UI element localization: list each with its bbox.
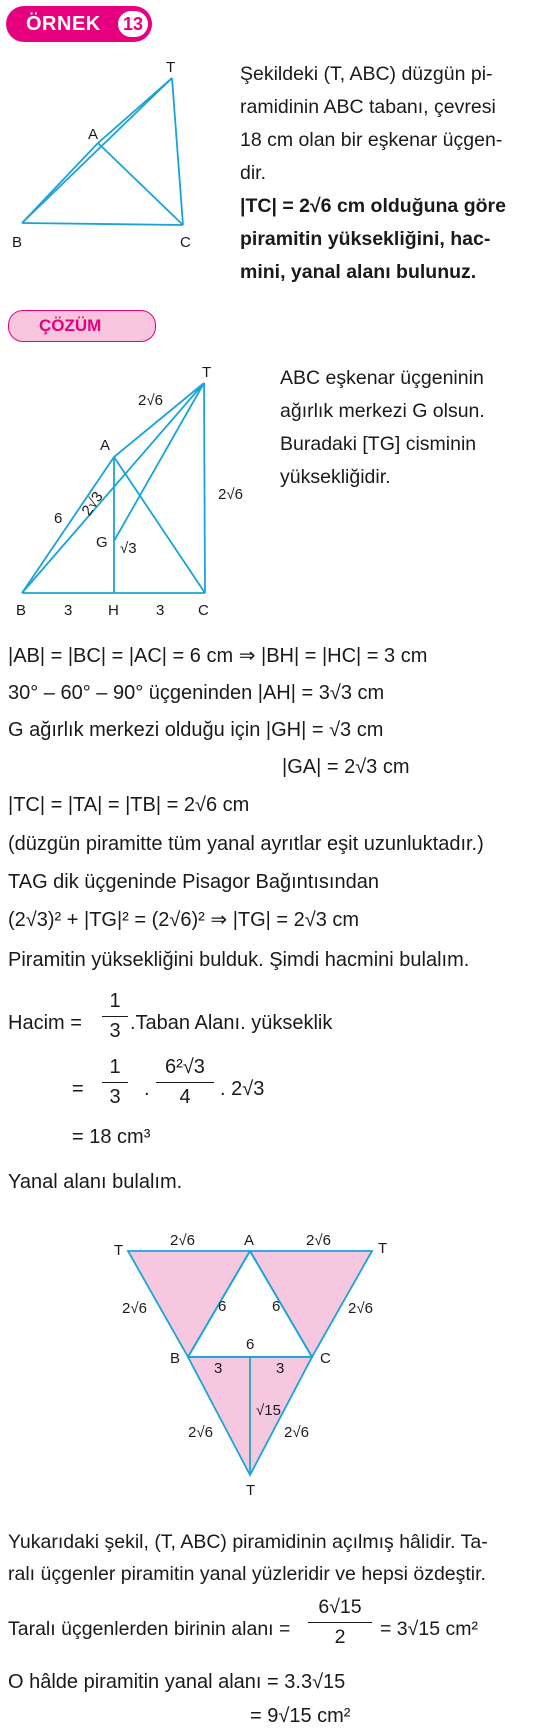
sol-label-ab: 6 <box>54 510 63 527</box>
area-result: = 3√15 cm² <box>380 1618 478 1640</box>
volume-result: = 18 cm³ <box>72 1126 151 1148</box>
net-label-t2: T <box>378 1240 388 1257</box>
fraction-denominator: 4 <box>179 1086 191 1108</box>
lateral-heading: Yanal alanı bulalım. <box>8 1171 183 1193</box>
fraction-numerator: 1 <box>109 990 121 1012</box>
sol-label-ag: 2√3 <box>78 488 107 519</box>
solution-label: ÇÖZÜM <box>39 316 102 335</box>
net-label-a: A <box>244 1232 255 1249</box>
net-text-line: ralı üçgenler piramitin yanal yüzleridir ve hepsi özdeştir. <box>8 1563 486 1585</box>
sol-label-g: G <box>96 534 108 551</box>
volume-rhs: .Taban Alanı. yükseklik <box>130 1012 333 1034</box>
fraction-numerator: 6√15 <box>318 1596 362 1618</box>
volume-rhs2: . 2√3 <box>220 1078 265 1100</box>
intro-line: Buradaki [TG] cisminin <box>280 433 477 455</box>
fraction-denominator: 3 <box>109 1086 121 1108</box>
problem-line: 18 cm olan bir eşkenar üçgen- <box>240 129 503 151</box>
net-label-tr-top: 2√6 <box>306 1232 331 1249</box>
solution-badge <box>8 310 156 342</box>
volume-lhs: Hacim = <box>8 1012 82 1034</box>
volume-eq: = <box>72 1078 84 1100</box>
net-label-ab: 6 <box>218 1298 227 1315</box>
sol-label-gh: √3 <box>120 540 137 557</box>
volume-formula <box>8 990 528 1150</box>
net-label-c: C <box>320 1350 331 1367</box>
problem-question-line: |TC| = 2√6 cm olduğuna göre <box>240 195 506 217</box>
sol-label-hc: 3 <box>156 602 165 619</box>
problem-line: Şekildeki (T, ABC) düzgün pi- <box>240 63 493 85</box>
net-label-b: B <box>170 1350 181 1367</box>
sol-label-a: A <box>100 437 111 454</box>
sol-label-b: B <box>16 602 27 619</box>
step-line: Piramitin yüksekliğini bulduk. Şimdi hacmini bulalım. <box>8 949 470 971</box>
net-label-t1: T <box>114 1242 124 1259</box>
net-label-bc: 6 <box>246 1336 255 1353</box>
net-label-tr-side: 2√6 <box>348 1300 373 1317</box>
net-label-t3: T <box>246 1482 256 1499</box>
example-badge <box>6 6 152 42</box>
sol-label-t: T <box>202 364 212 381</box>
sol-label-ta: 2√6 <box>138 392 163 409</box>
volume-fraction <box>102 990 128 1043</box>
pyramid-net-figure <box>100 1225 420 1499</box>
area-formula <box>8 1596 528 1656</box>
intro-line: ağırlık merkezi G olsun. <box>280 400 485 422</box>
step-line: TAG dik üçgeninde Pisagor Bağıntısından <box>8 871 379 893</box>
net-label-tl-side: 2√6 <box>122 1300 147 1317</box>
area-label: Taralı üçgenlerden birinin alanı = <box>8 1618 291 1640</box>
step-line: (2√3)² + |TG|² = (2√6)² ⇒ |TG| = 2√3 cm <box>8 909 360 931</box>
step-line: |GA| = 2√3 cm <box>282 756 410 778</box>
net-text-line: Yukarıdaki şekil, (T, ABC) piramidinin açılmış hâlidir. Ta- <box>8 1531 488 1553</box>
problem-text <box>240 58 530 289</box>
example-label: ÖRNEK <box>26 13 101 35</box>
step-line: 30° – 60° – 90° üçgeninden |AH| = 3√3 cm <box>8 682 385 704</box>
sol-label-bh: 3 <box>64 602 73 619</box>
fraction-denominator: 2 <box>334 1626 346 1648</box>
problem-line: ramidinin ABC tabanı, çevresi <box>240 96 496 118</box>
net-label-b3: 3 <box>214 1360 223 1377</box>
label-c: C <box>180 234 191 251</box>
problem-question-line: mini, yanal alanı bulunuz. <box>240 261 477 283</box>
net-label-ac: 6 <box>272 1298 281 1315</box>
sol-label-h: H <box>108 602 119 619</box>
net-label-c3: 3 <box>276 1360 285 1377</box>
step-line: |AB| = |BC| = |AC| = 6 cm ⇒ |BH| = |HC| = 3 cm <box>8 645 428 667</box>
net-label-tl-top: 2√6 <box>170 1232 195 1249</box>
intro-line: yüksekliğidir. <box>280 466 391 488</box>
net-label-h: √15 <box>256 1402 281 1419</box>
volume-dot: . <box>144 1078 150 1100</box>
step-line: |TC| = |TA| = |TB| = 2√6 cm <box>8 794 250 816</box>
pyramid-figure <box>0 55 220 275</box>
fraction-denominator: 3 <box>109 1020 121 1042</box>
fraction-numerator: 6²√3 <box>165 1056 205 1078</box>
lateral-line2: = 9√15 cm² <box>250 1705 351 1727</box>
label-a: A <box>88 126 99 143</box>
volume-fraction <box>102 1056 128 1109</box>
fraction-numerator: 1 <box>109 1056 121 1078</box>
example-number: 13 <box>118 11 148 37</box>
volume-fraction <box>156 1056 214 1109</box>
net-label-br: 2√6 <box>284 1424 309 1441</box>
net-label-bl: 2√6 <box>188 1424 213 1441</box>
step-line: (düzgün piramitte tüm yanal ayrıtlar eşit uzunluktadır.) <box>8 833 484 855</box>
problem-line: dir. <box>240 162 267 184</box>
sol-label-c: C <box>198 602 209 619</box>
solution-intro <box>280 362 530 494</box>
solution-pyramid-figure <box>0 365 260 625</box>
label-t: T <box>166 59 176 76</box>
step-line: G ağırlık merkezi olduğu için |GH| = √3 cm <box>8 719 384 741</box>
label-b: B <box>12 234 23 251</box>
sol-label-tc: 2√6 <box>218 486 243 503</box>
lateral-line1: O hâlde piramitin yanal alanı = 3.3√15 <box>8 1671 346 1693</box>
problem-question-line: piramitin yüksekliğini, hac- <box>240 228 491 250</box>
area-fraction <box>308 1596 372 1649</box>
intro-line: ABC eşkenar üçgeninin <box>280 367 484 389</box>
